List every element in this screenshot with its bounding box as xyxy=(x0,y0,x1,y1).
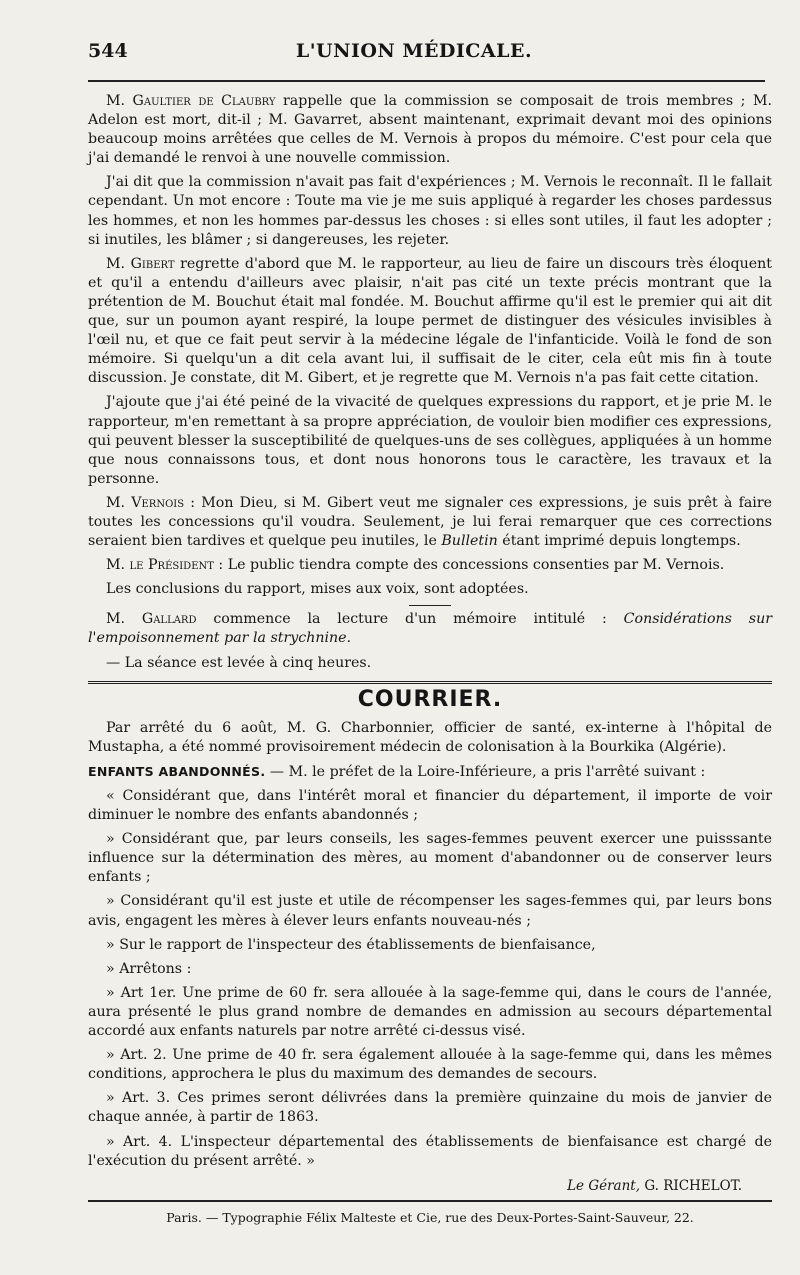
decree-item: » Art. 4. L'inspecteur départemental des établissements de bienfaisance est chargé de l'exécution du présent arrêté. » xyxy=(88,1133,772,1169)
header-rule xyxy=(88,80,765,82)
decree-item: » Considérant qu'il est juste et utile de récompenser les sages-femmes qui, par leurs bons avis, engagent les mères à élever leurs enfants nouveau-nés ; xyxy=(88,893,772,929)
speaker-name: M. Gaultier de Claubry xyxy=(106,93,276,109)
paragraph-text: regrette d'abord que M. le rapporteur, au lieu de faire un discours très éloquent et qu'il a entendu d'ailleurs avec plaisir, n'ait pas cité un texte précis montrant que la prétention de M. Bouchut était mal fondée. M. Bouchut affirme qu'il est le premier qui ait dit que, sur un poumon ayant respiré, la loupe permet de distinguer des vésicules invisibles à l'œil nu, et que ce fait peut servir à la médecine légale de l'infanticide. Voilà le fond de son mémoire. Si quelqu'un a dit cela avant lui, il suffisait de le citer, cela eût mis fin à toute discussion. Je constate, dit M. Gibert, et je regrette que M. Vernois n'a pas fait cette citation. xyxy=(88,255,772,387)
decree-item: « Considérant que, dans l'intérêt moral et financier du département, il importe de voir diminuer le nombre des enfants abandonnés ; xyxy=(88,788,772,824)
paragraph: Par arrêté du 6 août, M. G. Charbonnier, officier de santé, ex-interne à l'hôpital de Mustapha, a été nommé provisoirement médecin de colonisation à la Bourkika (Algérie). xyxy=(88,719,772,755)
paragraph-text: étant imprimé depuis longtemps. xyxy=(497,533,741,550)
paragraph xyxy=(88,610,772,648)
decree-item: » Art. 3. Ces primes seront délivrées dans la première quinzaine du mois de janvier de chaque année, à partir de 1863. xyxy=(88,1090,772,1126)
paragraph: J'ai dit que la commission n'avait pas fait d'expériences ; M. Vernois le reconnaît. Il le fallait cependant. Un mot encore : Toute ma vie je me suis appliqué à regarder les choses pardessus les hommes, et non les hommes par-dessus les choses : si elles sont utiles, il faut les adopter ; si inutiles, les blâmer ; si dangereuses, les rejeter. xyxy=(88,174,772,248)
paragraph: J'ajoute que j'ai été peiné de la vivacité de quelques expressions du rapport, et je prie M. le rapporteur, m'en remettant à sa propre appréciation, de vouloir bien modifier ces expressions, qui peuvent blesser la susceptibilité de quelques-uns de ses collègues, appliquées à un homme que nous connaissons tous, et dont nous honorons tous le caractère, les travaux et la personne. xyxy=(88,394,772,487)
bulletin-title: Bulletin xyxy=(441,533,498,550)
decree-item: » Sur le rapport de l'inspecteur des établissements de bienfaisance, xyxy=(106,936,596,953)
memoir-title: Considérations sur l'empoisonnement par la strychnine. xyxy=(88,611,772,647)
footer-rule xyxy=(88,1200,772,1202)
paragraph xyxy=(88,556,772,575)
section-label: ENFANTS ABANDONNÉS. xyxy=(88,763,266,779)
printer-imprint: Paris. — Typographie Félix Malteste et Cie, rue des Deux-Portes-Saint-Sauveur, 22. xyxy=(166,1209,694,1225)
decree-item: » Arrêtons : xyxy=(106,960,192,977)
paragraph xyxy=(88,762,772,782)
signature xyxy=(88,1177,772,1196)
page-body xyxy=(88,92,772,1227)
paragraph: Les conclusions du rapport, mises aux voix, sont adoptées. xyxy=(106,581,529,598)
signature-label: Le Gérant, xyxy=(567,1177,641,1194)
page-header xyxy=(88,40,740,68)
speaker-name: M. le Président xyxy=(106,557,214,574)
decree-item: » Considérant que, par leurs conseils, les sages-femmes peuvent exercer une puisssante influence sur la détermination des mères, au moment d'abandonner ou de conserver leurs enfants ; xyxy=(88,831,772,886)
decree-item: » Art. 2. Une prime de 40 fr. sera également allouée à la sage-femme qui, dans les mêmes conditions, approchera le plus du maximum des demandes de secours. xyxy=(88,1047,772,1083)
section-title: COURRIER. xyxy=(357,686,503,712)
speaker-name: M. Gibert xyxy=(106,255,175,272)
double-rule xyxy=(88,681,772,684)
paragraph-text: : Mon Dieu, si M. Gibert veut me signaler ces expressions, je suis prêt à faire toutes les concessions qu'il voudra. Seulement, je lui ferai remarquer que ces corrections seraient bien tardives et quelque peu inutiles, le xyxy=(88,494,773,550)
decree-item: » Art 1er. Une prime de 60 fr. sera allouée à la sage-femme qui, dans le cours de l'année, aura présenté le plus grand nombre de demandes en admission au secours départemental accordé aux enfants naturels par notre arrêté ci-dessus visé. xyxy=(88,984,772,1040)
paragraph-text: : Le public tiendra compte des concessions consenties par M. Vernois. xyxy=(213,557,725,574)
paragraph: — La séance est levée à cinq heures. xyxy=(106,654,372,671)
journal-title: L'UNION MÉDICALE. xyxy=(295,40,533,62)
page-number: 544 xyxy=(88,40,128,62)
paragraph xyxy=(88,494,772,551)
paragraph-text: commence la lecture d'un mémoire intitulé : xyxy=(196,611,624,628)
paragraph-text: rappelle que la commission se composait de trois membres ; M. Adelon est mort, dit-il ; M. Gavarret, absent maintenant, exprimait devant moi des opinions beaucoup moins arrêtées que celles de M. Vernois à propos du mémoire. C'est pour cela que j'ai demandé le renvoi à une nouvelle commission. xyxy=(88,93,772,167)
paragraph xyxy=(88,255,772,389)
signature-name: G. RICHELOT. xyxy=(644,1177,742,1194)
section-separator xyxy=(409,605,451,606)
paragraph xyxy=(88,92,772,168)
speaker-name: M. Gallard xyxy=(106,611,197,628)
paragraph-text: — M. le préfet de la Loire-Inférieure, a pris l'arrêté suivant : xyxy=(265,763,706,780)
speaker-name: M. Vernois xyxy=(106,494,185,511)
